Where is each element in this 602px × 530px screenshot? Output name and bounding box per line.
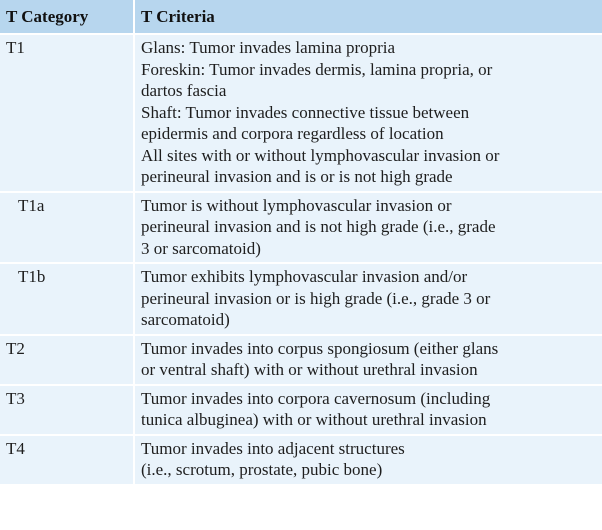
t-criteria-cell bbox=[134, 335, 602, 385]
table-row bbox=[0, 385, 602, 435]
t-criteria-cell bbox=[134, 34, 602, 192]
t-category-cell: T3 bbox=[0, 385, 134, 435]
table-row bbox=[0, 34, 602, 192]
table-row bbox=[0, 335, 602, 385]
criteria-line: perineural invasion and is not high grade (i.e., grade bbox=[141, 217, 496, 236]
t-criteria-cell bbox=[134, 192, 602, 264]
criteria-line: Tumor invades into adjacent structures bbox=[141, 438, 405, 458]
header-t-category: T Category bbox=[0, 0, 134, 34]
criteria-line: or ventral shaft) with or without urethral invasion bbox=[141, 360, 478, 379]
header-row bbox=[0, 0, 602, 34]
t-criteria-cell bbox=[134, 263, 602, 335]
t-category-cell: T1a bbox=[0, 192, 134, 264]
t-category-cell: T2 bbox=[0, 335, 134, 385]
table-body bbox=[0, 34, 602, 484]
t-category-cell: T4 bbox=[0, 435, 134, 484]
t-criteria-cell bbox=[134, 385, 602, 435]
criteria-line: epidermis and corpora regardless of location bbox=[141, 124, 444, 143]
criteria-line: Shaft: Tumor invades connective tissue between bbox=[141, 102, 470, 122]
criteria-line: Tumor invades into corpus spongiosum (either glans bbox=[141, 338, 499, 358]
criteria-line: All sites with or without lymphovascular invasion or bbox=[141, 145, 500, 165]
criteria-line: dartos fascia bbox=[141, 81, 227, 100]
header-t-criteria: T Criteria bbox=[134, 0, 602, 34]
criteria-line: 3 or sarcomatoid) bbox=[141, 238, 261, 258]
criteria-line: Tumor exhibits lymphovascular invasion and/or bbox=[141, 267, 468, 286]
criteria-line: Foreskin: Tumor invades dermis, lamina propria, or bbox=[141, 59, 493, 79]
criteria-line: sarcomatoid) bbox=[141, 310, 230, 329]
t-category-cell: T1b bbox=[0, 263, 134, 335]
t-criteria-cell bbox=[134, 435, 602, 484]
criteria-line: perineural invasion and is or is not high grade bbox=[141, 167, 453, 186]
criteria-line: (i.e., scrotum, prostate, pubic bone) bbox=[141, 460, 383, 479]
table-header bbox=[0, 0, 602, 34]
criteria-line: perineural invasion or is high grade (i.e., grade 3 or bbox=[141, 288, 491, 308]
criteria-line: Glans: Tumor invades lamina propria bbox=[141, 38, 396, 57]
table-row bbox=[0, 192, 602, 264]
t-category-cell: T1 bbox=[6, 38, 25, 57]
criteria-line: Tumor invades into corpora cavernosum (including bbox=[141, 388, 491, 408]
criteria-line: Tumor is without lymphovascular invasion or bbox=[141, 195, 452, 215]
table-row bbox=[0, 435, 602, 484]
table-row bbox=[0, 263, 602, 335]
criteria-line: tunica albuginea) with or without urethral invasion bbox=[141, 410, 487, 429]
